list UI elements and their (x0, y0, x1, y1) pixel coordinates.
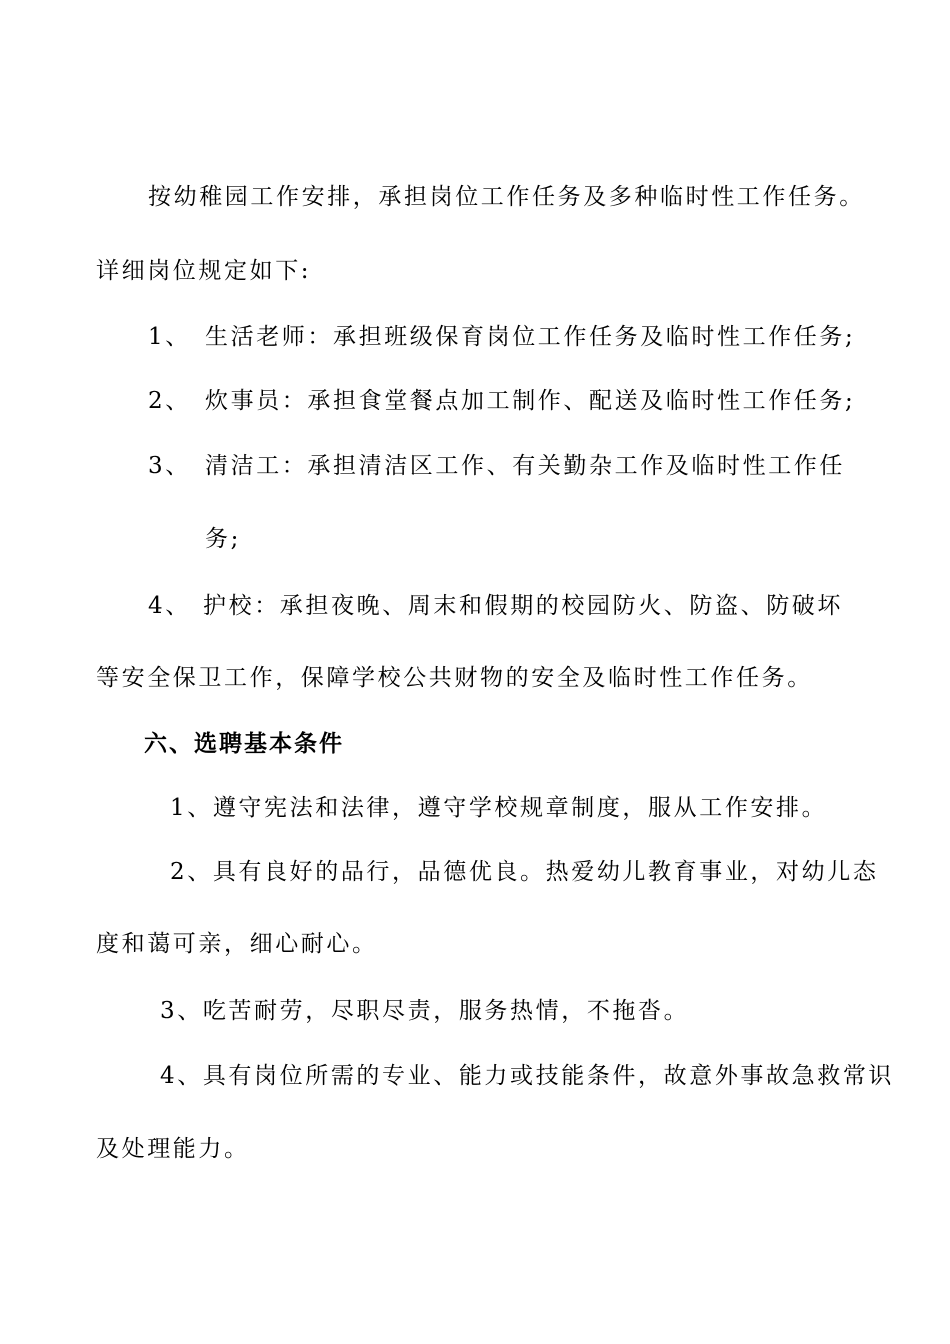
duty-3-text: 清洁工：承担清洁区工作、有关勤杂工作及临时性工作任 (205, 453, 845, 479)
condition-1: 1、遵守宪法和法律，遵守学校规章制度，服从工作安排。 (170, 795, 828, 821)
intro-line-1: 按幼稚园工作安排，承担岗位工作任务及多种临时性工作任务。 (148, 184, 865, 210)
duty-3-continuation: 务; (205, 526, 241, 552)
duty-4-continuation: 等安全保卫工作，保障学校公共财物的安全及临时性工作任务。 (96, 665, 813, 691)
condition-4-continuation: 及处理能力。 (96, 1136, 250, 1162)
duty-4-number: 4、 (148, 593, 191, 619)
duty-4-text: 护校：承担夜晚、周末和假期的校园防火、防盗、防破坏 (203, 593, 843, 619)
duty-2-number: 2、 (148, 388, 191, 414)
duty-2-text: 炊事员：承担食堂餐点加工制作、配送及临时性工作任务; (205, 388, 856, 414)
condition-2: 2、具有良好的品行，品德优良。热爱幼儿教育事业，对幼儿态 (170, 859, 879, 885)
duty-1-number: 1、 (148, 324, 191, 350)
duty-3-number: 3、 (148, 453, 191, 479)
condition-2-continuation: 度和蔼可亲，细心耐心。 (96, 931, 378, 957)
intro-line-2: 详细岗位规定如下: (96, 258, 312, 284)
condition-4: 4、具有岗位所需的专业、能力或技能条件，故意外事故急救常识 (160, 1063, 895, 1089)
duty-1-text: 生活老师：承担班级保育岗位工作任务及临时性工作任务; (205, 324, 856, 350)
section-heading: 六、选聘基本条件 (144, 731, 344, 757)
condition-3: 3、吃苦耐劳，尽职尽责，服务热情，不拖沓。 (160, 998, 690, 1024)
